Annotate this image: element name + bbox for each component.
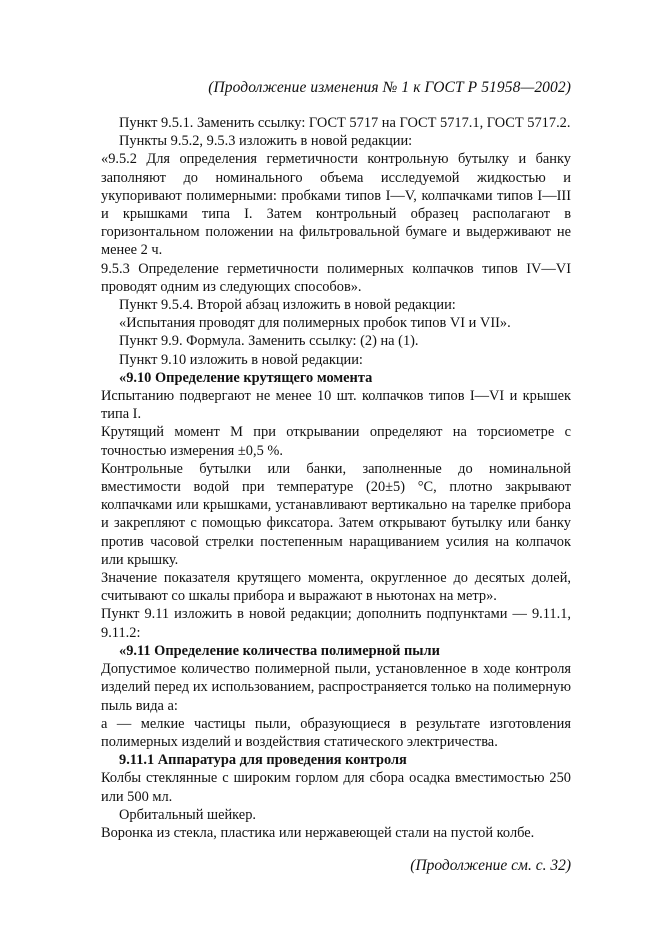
- paragraph: Значение показателя крутящего момента, округленное до десятых долей, считывают со шкалы прибора и выражают в ньютонах на метр».: [101, 570, 571, 605]
- paragraph: Пункт 9.5.1. Заменить ссылку: ГОСТ 5717 на ГОСТ 5717.1, ГОСТ 5717.2.: [119, 115, 571, 131]
- page-header: (Продолжение изменения № 1 к ГОСТ Р 51958—2002): [208, 79, 571, 96]
- document-page: [101, 78, 571, 876]
- page-footer: (Продолжение см. с. 32): [410, 857, 571, 875]
- paragraph: Орбитальный шейкер.: [119, 806, 256, 823]
- paragraph: Воронка из стекла, пластика или нержавеющей стали на пустой колбе.: [101, 824, 535, 841]
- paragraph: Пункт 9.10 изложить в новой редакции:: [119, 351, 363, 368]
- paragraph: Контрольные бутылки или банки, заполненные до номинальной вместимости водой при температуре (20±5) °С, плотно закрывают колпачками или крышками, устанавливают вертикально на тарелке прибора и закрепляют с помощью фиксатора. Затем открывают бутылку или банку против часовой стрелки постепенным наращиванием усилия на колпачок или крышку.: [101, 460, 571, 568]
- section-heading: «9.10 Определение крутящего момента: [119, 369, 373, 386]
- paragraph: 9.5.3 Определение герметичности полимерных колпачков типов IV—VI проводят одним из следующих способов».: [101, 260, 571, 295]
- paragraph: Испытанию подвергают не менее 10 шт. колпачков типов I—VI и крышек типа I.: [101, 388, 571, 423]
- paragraph: «Испытания проводят для полимерных пробок типов VI и VII».: [119, 315, 511, 332]
- section-heading: «9.11 Определение количества полимерной пыли: [119, 642, 440, 659]
- paragraph: Пункт 9.9. Формула. Заменить ссылку: (2) на (1).: [119, 333, 419, 350]
- paragraph: Крутящий момент М при открывании определяют на торсиометре с точностью измерения ±0,5 %.: [101, 424, 571, 459]
- paragraph: Пункт 9.11 изложить в новой редакции; дополнить подпунктами — 9.11.1, 9.11.2:: [101, 606, 571, 641]
- paragraph: «9.5.2 Для определения герметичности контрольную бутылку и банку заполняют до номинального объема исследуемой жидкостью и укупоривают полимерными: пробками типов I—V, колпачками типов I—III и крышками типа I. Затем контрольный образец располагают в горизонтальном положении на фильтровальной бумаге и выдерживают не менее 2 ч.: [101, 151, 571, 259]
- paragraph: Пункты 9.5.2, 9.5.3 изложить в новой редакции:: [119, 133, 413, 150]
- paragraph: а — мелкие частицы пыли, образующиеся в результате изготовления полимерных изделий и воздействия статического электричества.: [101, 715, 571, 750]
- section-heading: 9.11.1 Аппаратура для проведения контроля: [119, 752, 407, 769]
- paragraph: Допустимое количество полимерной пыли, установленное в ходе контроля изделий перед их использованием, распространяется только на полимерную пыль вида а:: [101, 661, 571, 714]
- paragraph: Пункт 9.5.4. Второй абзац изложить в новой редакции:: [119, 297, 456, 314]
- paragraph: Колбы стеклянные с широким горлом для сбора осадка вместимостью 250 или 500 мл.: [101, 770, 571, 805]
